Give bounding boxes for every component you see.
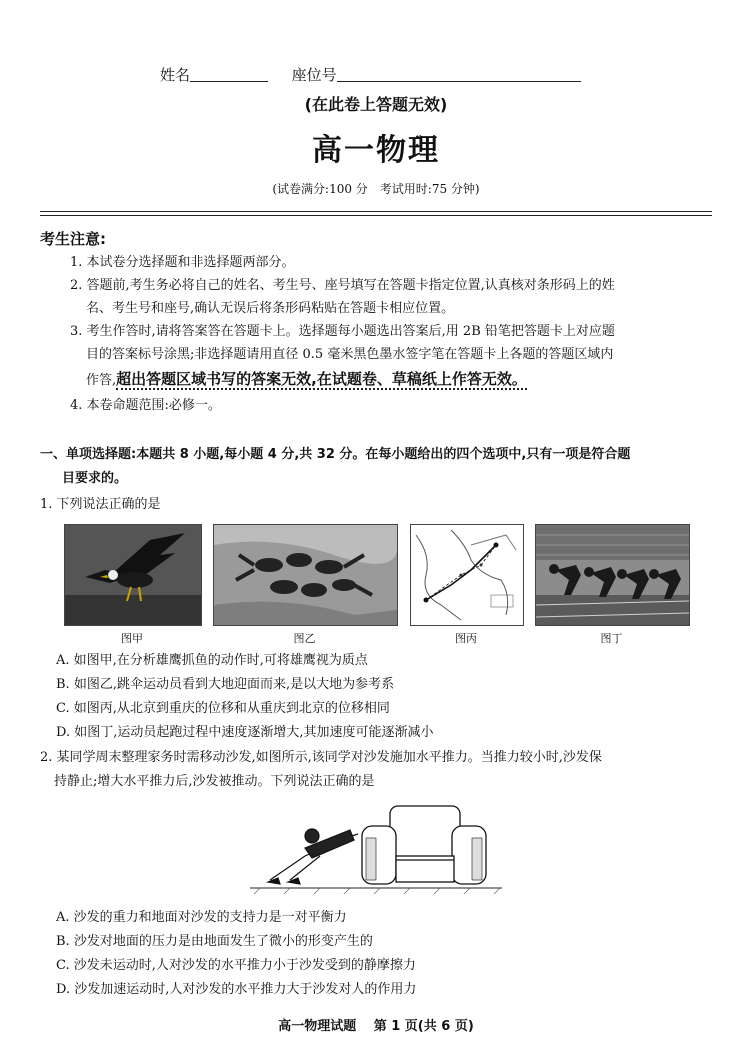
name-label: 姓名 [160, 66, 191, 84]
sprinters-icon [536, 525, 689, 625]
route-map-icon [411, 525, 523, 625]
notice-item-3: 3. 考生作答时,请将答案答在答题卡上。选择题每小题选出答案后,用 2B 铅笔把答题卡上对应题 [70, 324, 615, 339]
question-2-stem: 2. 某同学周末整理家务时需移动沙发,如图所示,该同学对沙发施加水平推力。当推力较小时,沙发保 [40, 750, 602, 765]
figure-push-sofa [250, 798, 502, 896]
q2-option-b: B. 沙发对地面的压力是由地面发生了微小的形变产生的 [56, 934, 373, 949]
eagle-icon [65, 525, 201, 625]
name-blank [190, 67, 268, 82]
question-2-stem-cont: 持静止;增大水平推力后,沙发被推动。下列说法正确的是 [54, 774, 375, 789]
person-pushing-sofa-icon [250, 798, 502, 896]
skydivers-icon [214, 525, 397, 625]
caption-figure-b: 图乙 [293, 632, 316, 645]
notice-item-3-cont2 [86, 368, 527, 392]
figure-skydivers [213, 524, 398, 626]
q2-option-c: C. 沙发未运动时,人对沙发的水平推力小于沙发受到的静摩擦力 [56, 958, 416, 973]
section-1-heading: 一、单项选择题:本题共 8 小题,每小题 4 分,共 32 分。在每小题给出的四个选项中,只有一项是符合题 [40, 447, 631, 462]
seat-blank [337, 67, 581, 82]
notice-item-2-cont: 名、考生号和座号,确认无误后将条形码粘贴在答题卡相应位置。 [86, 301, 455, 316]
question-1-stem: 1. 下列说法正确的是 [40, 497, 161, 512]
q2-option-a: A. 沙发的重力和地面对沙发的支持力是一对平衡力 [56, 910, 347, 925]
notice-item-1: 1. 本试卷分选择题和非选择题两部分。 [70, 255, 295, 270]
figure-sprinters [535, 524, 690, 626]
section-1-heading-cont: 目要求的。 [62, 471, 128, 486]
exam-subtitle: (试卷满分:100 分 考试用时:75 分钟) [272, 182, 480, 196]
caption-figure-d: 图丁 [600, 632, 623, 645]
answer-invalid-warning: (在此卷上答题无效) [304, 95, 448, 114]
q2-option-d: D. 沙发加速运动时,人对沙发的水平推力大于沙发对人的作用力 [56, 982, 417, 997]
header-divider-thick [40, 211, 712, 212]
page-footer: 高一物理试题 第 1 页(共 6 页) [278, 1019, 474, 1034]
notice-item-4: 4. 本卷命题范围:必修一。 [70, 398, 221, 413]
candidate-info-line [160, 64, 581, 85]
notice-item-3-tail: 作答, [86, 373, 117, 388]
q1-option-c: C. 如图丙,从北京到重庆的位移和从重庆到北京的位移相同 [56, 701, 390, 716]
q1-option-b: B. 如图乙,跳伞运动员看到大地迎面而来,是以大地为参考系 [56, 677, 395, 692]
notice-emphasis: 超出答题区域书写的答案无效,在试题卷、草稿纸上作答无效。 [116, 370, 527, 388]
exam-title: 高一物理 [312, 133, 440, 168]
figure-map [410, 524, 524, 626]
caption-figure-c: 图丙 [455, 632, 477, 645]
notice-title: 考生注意: [40, 230, 106, 248]
q1-option-d: D. 如图丁,运动员起跑过程中速度逐渐增大,其加速度可能逐渐减小 [56, 725, 434, 740]
q1-option-a: A. 如图甲,在分析雄鹰抓鱼的动作时,可将雄鹰视为质点 [56, 653, 368, 668]
caption-figure-a: 图甲 [121, 632, 143, 645]
header-divider-thin [40, 215, 712, 216]
seat-label: 座位号 [291, 66, 337, 84]
notice-item-3-cont: 目的答案标号涂黑;非选择题请用直径 0.5 毫米黑色墨水签字笔在答题卡上各题的答题区域内 [86, 347, 614, 362]
figure-eagle [64, 524, 202, 626]
notice-item-2: 2. 答题前,考生务必将自己的姓名、考生号、座号填写在答题卡指定位置,认真核对条形码上的姓 [70, 278, 615, 293]
